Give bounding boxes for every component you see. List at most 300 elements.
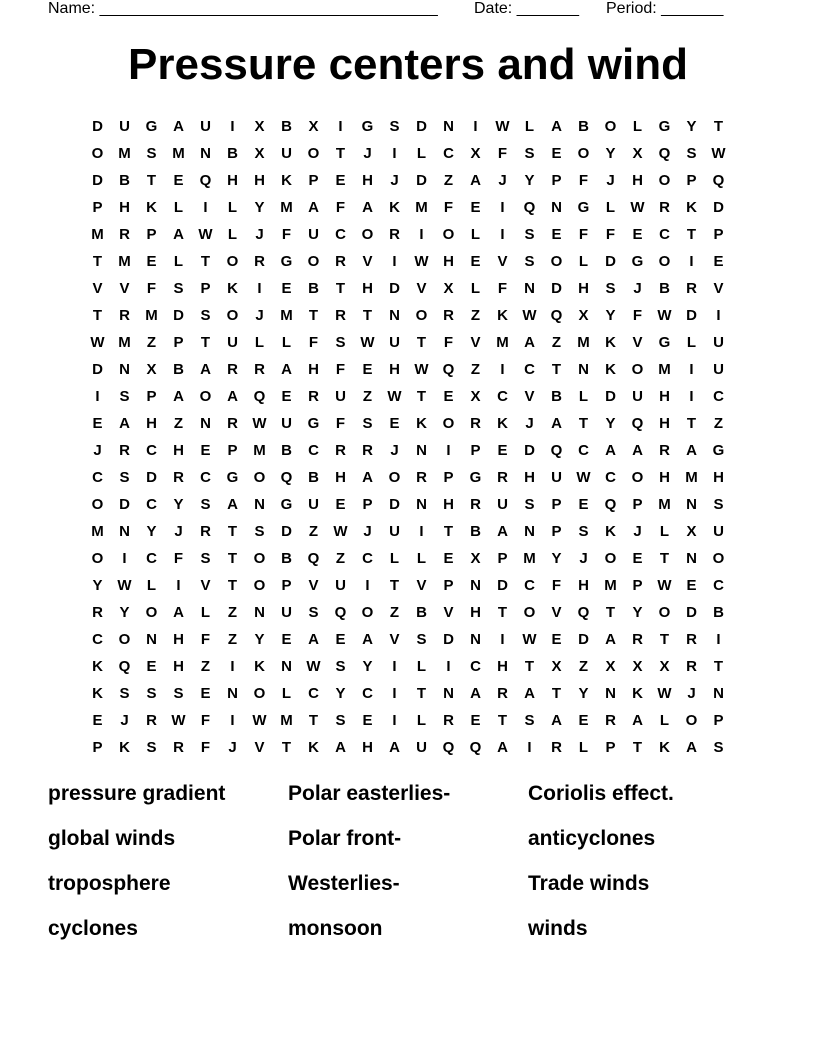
grid-letter[interactable]: A bbox=[227, 496, 238, 513]
grid-letter[interactable]: M bbox=[280, 199, 293, 216]
grid-letter[interactable]: V bbox=[119, 280, 130, 297]
grid-letter[interactable]: S bbox=[524, 253, 535, 270]
grid-letter[interactable]: L bbox=[578, 388, 589, 405]
grid-letter[interactable]: U bbox=[551, 469, 562, 486]
grid-letter[interactable]: O bbox=[604, 550, 617, 567]
grid-letter[interactable]: C bbox=[470, 658, 481, 675]
grid-letter[interactable]: G bbox=[280, 496, 293, 513]
grid-letter[interactable]: X bbox=[632, 145, 643, 162]
grid-letter[interactable]: L bbox=[578, 739, 589, 756]
period-field-label[interactable]: Period: _______ bbox=[606, 0, 724, 17]
grid-letter[interactable]: R bbox=[227, 361, 238, 378]
grid-letter[interactable]: S bbox=[713, 496, 724, 513]
grid-letter[interactable]: O bbox=[388, 469, 401, 486]
grid-letter[interactable]: R bbox=[605, 712, 616, 729]
grid-letter[interactable]: X bbox=[254, 118, 265, 135]
grid-letter[interactable]: A bbox=[308, 199, 319, 216]
grid-letter[interactable]: F bbox=[632, 307, 643, 324]
grid-letter[interactable]: F bbox=[578, 226, 589, 243]
grid-letter[interactable]: R bbox=[92, 604, 103, 621]
grid-letter[interactable]: N bbox=[119, 361, 130, 378]
grid-letter[interactable]: W bbox=[171, 712, 186, 729]
grid-letter[interactable]: S bbox=[254, 523, 265, 540]
grid-letter[interactable]: T bbox=[200, 253, 211, 270]
grid-letter[interactable]: H bbox=[308, 361, 319, 378]
grid-letter[interactable]: U bbox=[713, 334, 724, 351]
grid-letter[interactable]: A bbox=[173, 118, 184, 135]
grid-letter[interactable]: N bbox=[578, 361, 589, 378]
grid-letter[interactable]: I bbox=[716, 631, 721, 648]
grid-letter[interactable]: T bbox=[686, 415, 697, 432]
grid-letter[interactable]: O bbox=[91, 550, 104, 567]
grid-letter[interactable]: E bbox=[578, 712, 589, 729]
grid-letter[interactable]: D bbox=[119, 496, 130, 513]
grid-letter[interactable]: Y bbox=[173, 496, 184, 513]
grid-letter[interactable]: T bbox=[659, 631, 670, 648]
grid-letter[interactable]: I bbox=[230, 658, 235, 675]
grid-letter[interactable]: E bbox=[335, 631, 346, 648]
grid-letter[interactable]: R bbox=[659, 199, 670, 216]
grid-letter[interactable]: Y bbox=[605, 415, 616, 432]
grid-letter[interactable]: H bbox=[173, 631, 184, 648]
grid-letter[interactable]: R bbox=[686, 658, 697, 675]
grid-letter[interactable]: O bbox=[91, 496, 104, 513]
grid-letter[interactable]: K bbox=[497, 415, 508, 432]
grid-letter[interactable]: I bbox=[392, 712, 397, 729]
grid-letter[interactable]: P bbox=[551, 496, 562, 513]
grid-letter[interactable]: Z bbox=[470, 307, 481, 324]
grid-letter[interactable]: O bbox=[685, 712, 698, 729]
grid-letter[interactable]: O bbox=[712, 550, 725, 567]
grid-letter[interactable]: F bbox=[443, 334, 454, 351]
grid-letter[interactable]: O bbox=[442, 415, 455, 432]
grid-letter[interactable]: D bbox=[605, 388, 616, 405]
grid-letter[interactable]: L bbox=[173, 199, 184, 216]
grid-letter[interactable]: L bbox=[632, 118, 643, 135]
grid-letter[interactable]: A bbox=[551, 712, 562, 729]
grid-letter[interactable]: N bbox=[254, 604, 265, 621]
grid-letter[interactable]: R bbox=[443, 712, 454, 729]
grid-letter[interactable]: M bbox=[145, 307, 158, 324]
grid-letter[interactable]: D bbox=[389, 496, 400, 513]
grid-letter[interactable]: E bbox=[470, 253, 481, 270]
grid-letter[interactable]: F bbox=[443, 199, 454, 216]
grid-letter[interactable]: A bbox=[497, 523, 508, 540]
grid-letter[interactable]: A bbox=[227, 388, 238, 405]
grid-letter[interactable]: E bbox=[200, 442, 211, 459]
grid-letter[interactable]: I bbox=[392, 685, 397, 702]
grid-letter[interactable]: C bbox=[146, 442, 157, 459]
grid-letter[interactable]: A bbox=[200, 361, 211, 378]
grid-letter[interactable]: M bbox=[415, 199, 428, 216]
grid-letter[interactable]: E bbox=[551, 226, 562, 243]
grid-letter[interactable]: X bbox=[551, 658, 562, 675]
grid-letter[interactable]: W bbox=[495, 118, 510, 135]
grid-letter[interactable]: G bbox=[361, 118, 374, 135]
grid-letter[interactable]: W bbox=[657, 577, 672, 594]
grid-letter[interactable]: J bbox=[633, 523, 642, 540]
grid-letter[interactable]: I bbox=[527, 739, 532, 756]
grid-letter[interactable]: N bbox=[443, 685, 454, 702]
grid-letter[interactable]: E bbox=[92, 712, 103, 729]
grid-letter[interactable]: I bbox=[257, 280, 262, 297]
grid-letter[interactable]: R bbox=[470, 496, 481, 513]
grid-letter[interactable]: U bbox=[335, 577, 346, 594]
grid-letter[interactable]: Q bbox=[307, 550, 320, 567]
grid-letter[interactable]: E bbox=[281, 388, 292, 405]
grid-letter[interactable]: D bbox=[92, 361, 103, 378]
grid-letter[interactable]: E bbox=[497, 442, 508, 459]
grid-letter[interactable]: B bbox=[551, 388, 562, 405]
grid-letter[interactable]: S bbox=[578, 523, 589, 540]
grid-letter[interactable]: K bbox=[605, 361, 616, 378]
grid-letter[interactable]: F bbox=[605, 226, 616, 243]
grid-letter[interactable]: U bbox=[308, 496, 319, 513]
grid-letter[interactable]: A bbox=[335, 739, 346, 756]
grid-letter[interactable]: C bbox=[524, 361, 535, 378]
grid-letter[interactable]: P bbox=[146, 226, 157, 243]
grid-letter[interactable]: H bbox=[524, 469, 535, 486]
grid-letter[interactable]: A bbox=[362, 631, 373, 648]
grid-letter[interactable]: J bbox=[255, 307, 264, 324]
grid-letter[interactable]: D bbox=[497, 577, 508, 594]
grid-letter[interactable]: I bbox=[689, 361, 694, 378]
grid-letter[interactable]: T bbox=[227, 577, 238, 594]
grid-letter[interactable]: A bbox=[281, 361, 292, 378]
grid-letter[interactable]: T bbox=[578, 415, 589, 432]
grid-letter[interactable]: D bbox=[92, 172, 103, 189]
grid-letter[interactable]: O bbox=[253, 550, 266, 567]
grid-letter[interactable]: G bbox=[577, 199, 590, 216]
grid-letter[interactable]: A bbox=[173, 226, 184, 243]
grid-letter[interactable]: Y bbox=[254, 631, 265, 648]
grid-letter[interactable]: Z bbox=[173, 415, 184, 432]
grid-letter[interactable]: O bbox=[442, 226, 455, 243]
grid-letter[interactable]: C bbox=[605, 469, 616, 486]
grid-letter[interactable]: F bbox=[173, 550, 184, 567]
grid-letter[interactable]: Q bbox=[550, 307, 563, 324]
grid-letter[interactable]: C bbox=[713, 388, 724, 405]
grid-letter[interactable]: R bbox=[173, 469, 184, 486]
grid-letter[interactable]: B bbox=[227, 145, 238, 162]
grid-letter[interactable]: B bbox=[281, 442, 292, 459]
grid-letter[interactable]: B bbox=[578, 118, 589, 135]
grid-letter[interactable]: W bbox=[252, 415, 267, 432]
grid-letter[interactable]: H bbox=[362, 739, 373, 756]
grid-letter[interactable]: Y bbox=[632, 604, 643, 621]
grid-letter[interactable]: M bbox=[118, 253, 131, 270]
grid-letter[interactable]: I bbox=[419, 523, 424, 540]
grid-letter[interactable]: X bbox=[632, 658, 643, 675]
grid-letter[interactable]: K bbox=[146, 199, 157, 216]
grid-letter[interactable]: V bbox=[389, 631, 400, 648]
grid-letter[interactable]: J bbox=[525, 415, 534, 432]
grid-letter[interactable]: L bbox=[281, 685, 292, 702]
grid-letter[interactable]: T bbox=[389, 577, 400, 594]
grid-letter[interactable]: V bbox=[362, 253, 373, 270]
grid-letter[interactable]: T bbox=[146, 172, 157, 189]
grid-letter[interactable]: M bbox=[118, 145, 131, 162]
grid-letter[interactable]: F bbox=[146, 280, 157, 297]
grid-letter[interactable]: J bbox=[687, 685, 696, 702]
grid-letter[interactable]: B bbox=[173, 361, 184, 378]
grid-letter[interactable]: H bbox=[443, 253, 454, 270]
grid-letter[interactable]: W bbox=[630, 199, 645, 216]
grid-letter[interactable]: P bbox=[173, 334, 184, 351]
grid-letter[interactable]: Z bbox=[227, 631, 238, 648]
grid-letter[interactable]: D bbox=[92, 118, 103, 135]
grid-letter[interactable]: I bbox=[446, 442, 451, 459]
grid-letter[interactable]: S bbox=[605, 280, 616, 297]
grid-letter[interactable]: V bbox=[632, 334, 643, 351]
grid-letter[interactable]: Y bbox=[119, 604, 130, 621]
grid-letter[interactable]: U bbox=[713, 523, 724, 540]
grid-letter[interactable]: C bbox=[146, 496, 157, 513]
grid-letter[interactable]: E bbox=[146, 658, 157, 675]
grid-letter[interactable]: Q bbox=[523, 199, 536, 216]
grid-letter[interactable]: U bbox=[200, 118, 211, 135]
grid-letter[interactable]: O bbox=[604, 118, 617, 135]
grid-letter[interactable]: R bbox=[443, 307, 454, 324]
grid-letter[interactable]: N bbox=[227, 685, 238, 702]
date-field-label[interactable]: Date: _______ bbox=[474, 0, 579, 17]
grid-letter[interactable]: R bbox=[146, 712, 157, 729]
grid-letter[interactable]: M bbox=[91, 226, 104, 243]
grid-letter[interactable]: T bbox=[416, 334, 427, 351]
grid-letter[interactable]: C bbox=[335, 226, 346, 243]
grid-letter[interactable]: W bbox=[333, 523, 348, 540]
grid-letter[interactable]: A bbox=[362, 199, 373, 216]
grid-letter[interactable]: R bbox=[686, 631, 697, 648]
grid-letter[interactable]: G bbox=[712, 442, 725, 459]
grid-letter[interactable]: S bbox=[200, 496, 211, 513]
grid-letter[interactable]: J bbox=[390, 172, 399, 189]
grid-letter[interactable]: E bbox=[551, 631, 562, 648]
grid-letter[interactable]: C bbox=[362, 685, 373, 702]
grid-letter[interactable]: M bbox=[91, 523, 104, 540]
grid-letter[interactable]: H bbox=[254, 172, 265, 189]
grid-letter[interactable]: W bbox=[657, 307, 672, 324]
grid-letter[interactable]: L bbox=[416, 145, 427, 162]
grid-letter[interactable]: B bbox=[308, 469, 319, 486]
grid-letter[interactable]: K bbox=[308, 739, 319, 756]
grid-letter[interactable]: R bbox=[119, 307, 130, 324]
grid-letter[interactable]: Y bbox=[146, 523, 157, 540]
grid-letter[interactable]: A bbox=[308, 631, 319, 648]
grid-letter[interactable]: J bbox=[93, 442, 102, 459]
grid-letter[interactable]: G bbox=[226, 469, 239, 486]
grid-letter[interactable]: C bbox=[578, 442, 589, 459]
grid-letter[interactable]: C bbox=[308, 685, 319, 702]
grid-letter[interactable]: L bbox=[200, 604, 211, 621]
grid-letter[interactable]: E bbox=[632, 226, 643, 243]
grid-letter[interactable]: R bbox=[632, 631, 643, 648]
grid-letter[interactable]: O bbox=[199, 388, 212, 405]
grid-letter[interactable]: P bbox=[632, 577, 643, 594]
grid-letter[interactable]: J bbox=[579, 550, 588, 567]
grid-letter[interactable]: M bbox=[685, 469, 698, 486]
grid-letter[interactable]: D bbox=[443, 631, 454, 648]
grid-letter[interactable]: B bbox=[659, 280, 670, 297]
grid-letter[interactable]: Q bbox=[550, 442, 563, 459]
grid-letter[interactable]: X bbox=[470, 145, 481, 162]
grid-letter[interactable]: G bbox=[658, 118, 671, 135]
grid-letter[interactable]: M bbox=[253, 442, 266, 459]
grid-letter[interactable]: U bbox=[281, 415, 292, 432]
grid-letter[interactable]: Y bbox=[551, 550, 562, 567]
grid-letter[interactable]: O bbox=[226, 253, 239, 270]
grid-letter[interactable]: L bbox=[389, 550, 400, 567]
grid-letter[interactable]: N bbox=[551, 199, 562, 216]
grid-letter[interactable]: O bbox=[307, 253, 320, 270]
grid-letter[interactable]: N bbox=[200, 145, 211, 162]
grid-letter[interactable]: D bbox=[605, 253, 616, 270]
grid-letter[interactable]: P bbox=[470, 442, 481, 459]
grid-letter[interactable]: E bbox=[713, 253, 724, 270]
grid-letter[interactable]: H bbox=[713, 469, 724, 486]
grid-letter[interactable]: Y bbox=[335, 685, 346, 702]
grid-letter[interactable]: J bbox=[120, 712, 129, 729]
grid-letter[interactable]: Y bbox=[578, 685, 589, 702]
grid-letter[interactable]: T bbox=[335, 145, 346, 162]
grid-letter[interactable]: T bbox=[497, 604, 508, 621]
grid-letter[interactable]: R bbox=[497, 469, 508, 486]
grid-letter[interactable]: T bbox=[713, 118, 724, 135]
grid-letter[interactable]: I bbox=[230, 712, 235, 729]
grid-letter[interactable]: R bbox=[254, 253, 265, 270]
grid-letter[interactable]: R bbox=[335, 442, 346, 459]
grid-letter[interactable]: B bbox=[119, 172, 130, 189]
grid-letter[interactable]: Y bbox=[254, 199, 265, 216]
grid-letter[interactable]: E bbox=[281, 631, 292, 648]
grid-letter[interactable]: D bbox=[389, 280, 400, 297]
grid-letter[interactable]: H bbox=[362, 172, 373, 189]
grid-letter[interactable]: Y bbox=[92, 577, 103, 594]
grid-letter[interactable]: T bbox=[362, 307, 373, 324]
grid-letter[interactable]: H bbox=[443, 496, 454, 513]
grid-letter[interactable]: I bbox=[122, 550, 127, 567]
grid-letter[interactable]: P bbox=[686, 172, 697, 189]
grid-letter[interactable]: C bbox=[92, 631, 103, 648]
grid-letter[interactable]: I bbox=[473, 118, 478, 135]
grid-letter[interactable]: J bbox=[363, 145, 372, 162]
grid-letter[interactable]: N bbox=[524, 523, 535, 540]
grid-letter[interactable]: I bbox=[176, 577, 181, 594]
grid-letter[interactable]: E bbox=[362, 712, 373, 729]
grid-letter[interactable]: R bbox=[497, 685, 508, 702]
grid-letter[interactable]: J bbox=[390, 442, 399, 459]
grid-letter[interactable]: S bbox=[146, 739, 157, 756]
grid-letter[interactable]: O bbox=[361, 226, 374, 243]
grid-letter[interactable]: D bbox=[686, 307, 697, 324]
grid-letter[interactable]: A bbox=[470, 172, 481, 189]
grid-letter[interactable]: L bbox=[227, 199, 238, 216]
grid-letter[interactable]: Y bbox=[605, 145, 616, 162]
grid-letter[interactable]: W bbox=[90, 334, 105, 351]
grid-letter[interactable]: L bbox=[524, 118, 535, 135]
grid-letter[interactable]: C bbox=[92, 469, 103, 486]
grid-letter[interactable]: G bbox=[280, 253, 293, 270]
grid-letter[interactable]: Q bbox=[334, 604, 347, 621]
grid-letter[interactable]: G bbox=[307, 415, 320, 432]
grid-letter[interactable]: J bbox=[633, 280, 642, 297]
grid-letter[interactable]: A bbox=[389, 739, 400, 756]
grid-letter[interactable]: U bbox=[227, 334, 238, 351]
grid-letter[interactable]: L bbox=[416, 550, 427, 567]
grid-letter[interactable]: M bbox=[658, 496, 671, 513]
grid-letter[interactable]: J bbox=[174, 523, 183, 540]
grid-letter[interactable]: P bbox=[92, 199, 103, 216]
grid-letter[interactable]: A bbox=[632, 442, 643, 459]
grid-letter[interactable]: S bbox=[524, 712, 535, 729]
grid-letter[interactable]: A bbox=[470, 685, 481, 702]
grid-letter[interactable]: P bbox=[146, 388, 157, 405]
grid-letter[interactable]: R bbox=[416, 469, 427, 486]
grid-letter[interactable]: I bbox=[203, 199, 208, 216]
grid-letter[interactable]: L bbox=[686, 334, 697, 351]
grid-letter[interactable]: Z bbox=[335, 550, 346, 567]
grid-letter[interactable]: I bbox=[500, 226, 505, 243]
grid-letter[interactable]: H bbox=[173, 658, 184, 675]
grid-letter[interactable]: Q bbox=[280, 469, 293, 486]
grid-letter[interactable]: W bbox=[414, 361, 429, 378]
grid-letter[interactable]: D bbox=[416, 118, 427, 135]
grid-letter[interactable]: L bbox=[281, 334, 292, 351]
grid-letter[interactable]: F bbox=[551, 577, 562, 594]
grid-letter[interactable]: K bbox=[254, 658, 265, 675]
grid-letter[interactable]: E bbox=[362, 361, 373, 378]
grid-letter[interactable]: T bbox=[92, 253, 103, 270]
grid-letter[interactable]: M bbox=[577, 334, 590, 351]
grid-letter[interactable]: A bbox=[362, 469, 373, 486]
grid-letter[interactable]: K bbox=[686, 199, 697, 216]
grid-letter[interactable]: M bbox=[280, 307, 293, 324]
grid-letter[interactable]: F bbox=[200, 712, 211, 729]
grid-letter[interactable]: N bbox=[713, 685, 724, 702]
grid-letter[interactable]: S bbox=[524, 496, 535, 513]
grid-letter[interactable]: M bbox=[172, 145, 185, 162]
grid-letter[interactable]: A bbox=[524, 334, 535, 351]
grid-letter[interactable]: T bbox=[524, 658, 535, 675]
grid-letter[interactable]: Y bbox=[686, 118, 697, 135]
grid-letter[interactable]: X bbox=[254, 145, 265, 162]
grid-letter[interactable]: O bbox=[658, 604, 671, 621]
grid-letter[interactable]: K bbox=[497, 307, 508, 324]
grid-letter[interactable]: O bbox=[658, 253, 671, 270]
grid-letter[interactable]: S bbox=[389, 118, 400, 135]
grid-letter[interactable]: E bbox=[335, 172, 346, 189]
grid-letter[interactable]: U bbox=[308, 226, 319, 243]
grid-letter[interactable]: X bbox=[443, 280, 454, 297]
grid-letter[interactable]: H bbox=[362, 280, 373, 297]
grid-letter[interactable]: L bbox=[146, 577, 157, 594]
grid-letter[interactable]: R bbox=[686, 280, 697, 297]
grid-letter[interactable]: J bbox=[606, 172, 615, 189]
grid-letter[interactable]: T bbox=[551, 361, 562, 378]
grid-letter[interactable]: M bbox=[280, 712, 293, 729]
grid-letter[interactable]: C bbox=[308, 442, 319, 459]
grid-letter[interactable]: D bbox=[686, 604, 697, 621]
grid-letter[interactable]: W bbox=[387, 388, 402, 405]
grid-letter[interactable]: O bbox=[631, 469, 644, 486]
grid-letter[interactable]: U bbox=[281, 604, 292, 621]
grid-letter[interactable]: H bbox=[497, 658, 508, 675]
grid-letter[interactable]: S bbox=[146, 685, 157, 702]
grid-letter[interactable]: A bbox=[551, 415, 562, 432]
grid-letter[interactable]: R bbox=[227, 415, 238, 432]
grid-letter[interactable]: G bbox=[145, 118, 158, 135]
grid-letter[interactable]: K bbox=[605, 334, 616, 351]
